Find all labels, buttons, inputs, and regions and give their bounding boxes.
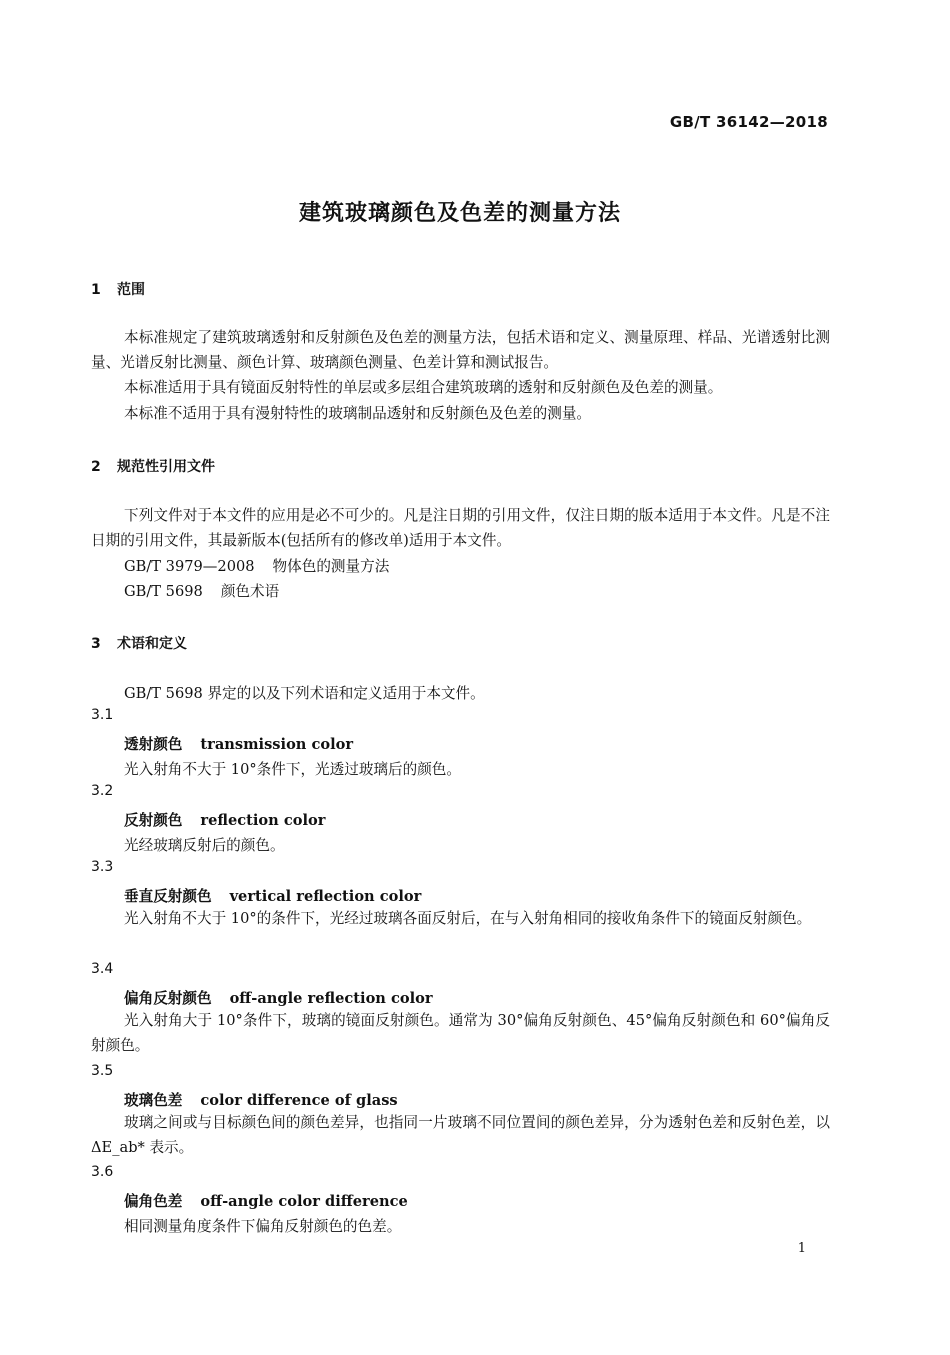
clause-number: 3.3 — [91, 859, 114, 875]
reference-code: GB/T 3979—2008 — [124, 558, 255, 575]
term-en: reflection color — [200, 812, 326, 829]
section-1-heading — [91, 279, 145, 299]
section-3-intro: GB/T 5698 界定的以及下列术语和定义适用于本文件。 — [124, 685, 485, 702]
term-entry — [124, 1190, 408, 1211]
reference-title: 颜色术语 — [220, 583, 280, 600]
term-en: color difference of glass — [200, 1092, 398, 1109]
term-zh: 透射颜色 — [124, 736, 183, 753]
term-entry — [124, 1089, 398, 1110]
term-zh: 偏角色差 — [124, 1193, 183, 1210]
term-definition: 光入射角大于 10°条件下，玻璃的镜面反射颜色。通常为 30°偏角反射颜色、45°偏角反射颜色和 60°偏角反射颜色。 — [91, 1012, 830, 1054]
term-entry — [124, 885, 421, 906]
section-title: 规范性引用文件 — [117, 459, 215, 475]
reference-code: GB/T 5698 — [124, 583, 203, 600]
term-definition: 玻璃之间或与目标颜色间的颜色差异，也指同一片玻璃不同位置间的颜色差异，分为透射色差和反射色差，以 ΔE_ab* 表示。 — [91, 1114, 830, 1156]
term-entry — [124, 733, 353, 754]
section-number: 1 — [91, 282, 101, 298]
section-1-paragraph-1: 本标准规定了建筑玻璃透射和反射颜色及色差的测量方法，包括术语和定义、测量原理、样品、光谱透射比测量、光谱反射比测量、颜色计算、玻璃颜色测量、色差计算和测试报告。 — [91, 329, 830, 371]
section-number: 2 — [91, 459, 101, 475]
term-en: off-angle color difference — [200, 1193, 408, 1210]
reference-item — [124, 580, 279, 601]
clause-number: 3.2 — [91, 783, 114, 799]
clause-number: 3.4 — [91, 961, 114, 977]
clause-number: 3.5 — [91, 1063, 114, 1079]
term-en: off-angle reflection color — [229, 990, 433, 1007]
section-title: 术语和定义 — [117, 636, 187, 652]
section-1-paragraph-2: 本标准适用于具有镜面反射特性的单层或多层组合建筑玻璃的透射和反射颜色及色差的测量。 — [124, 379, 723, 396]
term-definition: 光入射角不大于 10°的条件下，光经过玻璃各面反射后，在与入射角相同的接收角条件下的镜面反射颜色。 — [124, 910, 812, 927]
term-zh: 反射颜色 — [124, 812, 183, 829]
document-title: 建筑玻璃颜色及色差的测量方法 — [298, 201, 621, 226]
term-zh: 玻璃色差 — [124, 1092, 183, 1109]
term-definition: 光入射角不大于 10°条件下，光透过玻璃后的颜色。 — [124, 761, 461, 778]
section-1-paragraph-3: 本标准不适用于具有漫射特性的玻璃制品透射和反射颜色及色差的测量。 — [124, 405, 592, 422]
standard-code: GB/T 36142—2018 — [669, 113, 828, 131]
term-entry — [124, 987, 433, 1008]
term-definition: 相同测量角度条件下偏角反射颜色的色差。 — [124, 1218, 402, 1235]
section-2-heading — [91, 456, 215, 476]
section-number: 3 — [91, 636, 101, 652]
term-en: vertical reflection color — [229, 888, 422, 905]
section-2-paragraph-1: 下列文件对于本文件的应用是必不可少的。凡是注日期的引用文件，仅注日期的版本适用于本文件。凡是不注日期的引用文件，其最新版本(包括所有的修改单)适用于本文件。 — [91, 507, 830, 549]
term-definition: 光经玻璃反射后的颜色。 — [124, 837, 285, 854]
section-title: 范围 — [117, 282, 145, 298]
term-zh: 垂直反射颜色 — [124, 888, 212, 905]
clause-number: 3.1 — [91, 707, 114, 723]
page-number: 1 — [797, 1241, 806, 1256]
term-entry — [124, 809, 325, 830]
clause-number: 3.6 — [91, 1164, 114, 1180]
section-3-heading — [91, 633, 187, 653]
reference-title: 物体色的测量方法 — [272, 558, 390, 575]
term-en: transmission color — [200, 736, 354, 753]
term-zh: 偏角反射颜色 — [124, 990, 212, 1007]
reference-item — [124, 555, 389, 576]
